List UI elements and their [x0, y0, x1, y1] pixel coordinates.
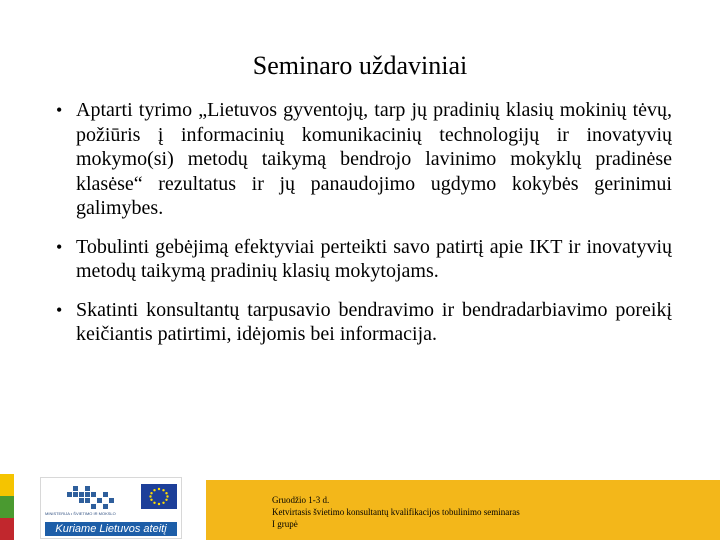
ministry-mosaic-icon [67, 486, 115, 510]
lithuanian-flag-stripes [0, 474, 14, 540]
flag-stripe-yellow [0, 474, 14, 496]
footer-seminar-name: Ketvirtasis švietimo konsultantų kvalifikacijos tobulinimo seminaras [272, 507, 520, 517]
eu-stars-icon [141, 484, 177, 509]
bullet-text: Aptarti tyrimo „Lietuvos gyventojų, tarp jų pradinių klasių mokinių tėvų, požiūris į informacinių komunikacinių technologijų ir inovatyvių mokymo(si) metodų taikymą bendrojo lavinimo mokyklų pradinėse klasėse“ rezultatus ir jų panaudojimo ugdymo kokybės gerinimui galimybes. [76, 99, 672, 219]
eu-flag-icon [141, 484, 177, 509]
footer-text [272, 494, 712, 530]
slide-title: Seminaro uždaviniai [252, 51, 468, 80]
bullet-item [56, 98, 672, 221]
bullet-item [56, 235, 672, 284]
bullet-text: Skatinti konsultantų tarpusavio bendravimo ir bendradarbiavimo poreikį keičiantis patirtimi, idėjomis bei informacija. [76, 298, 672, 345]
bullet-item [56, 298, 672, 347]
bullet-list [56, 98, 672, 361]
flag-stripe-green [0, 496, 14, 518]
eu-funding-logo [40, 477, 182, 539]
footer-group: I grupė [272, 519, 298, 529]
footer-date: Gruodžio 1-3 d. [272, 495, 330, 505]
bullet-text: Tobulinti gebėjimą efektyviai perteikti savo patirtį apie IKT ir inovatyvių metodų taikymą pradinių klasių mokytojams. [76, 235, 672, 282]
logo-caption: MINISTERIJA • ŠVIETIMO IR MOKSLO [45, 511, 116, 516]
bullet-dot-icon: • [56, 236, 63, 257]
logo-slogan: Kuriame Lietuvos ateitį [45, 522, 177, 536]
flag-stripe-red [0, 518, 14, 540]
footer [0, 474, 720, 540]
bullet-dot-icon: • [56, 299, 63, 320]
bullet-dot-icon: • [56, 100, 63, 120]
